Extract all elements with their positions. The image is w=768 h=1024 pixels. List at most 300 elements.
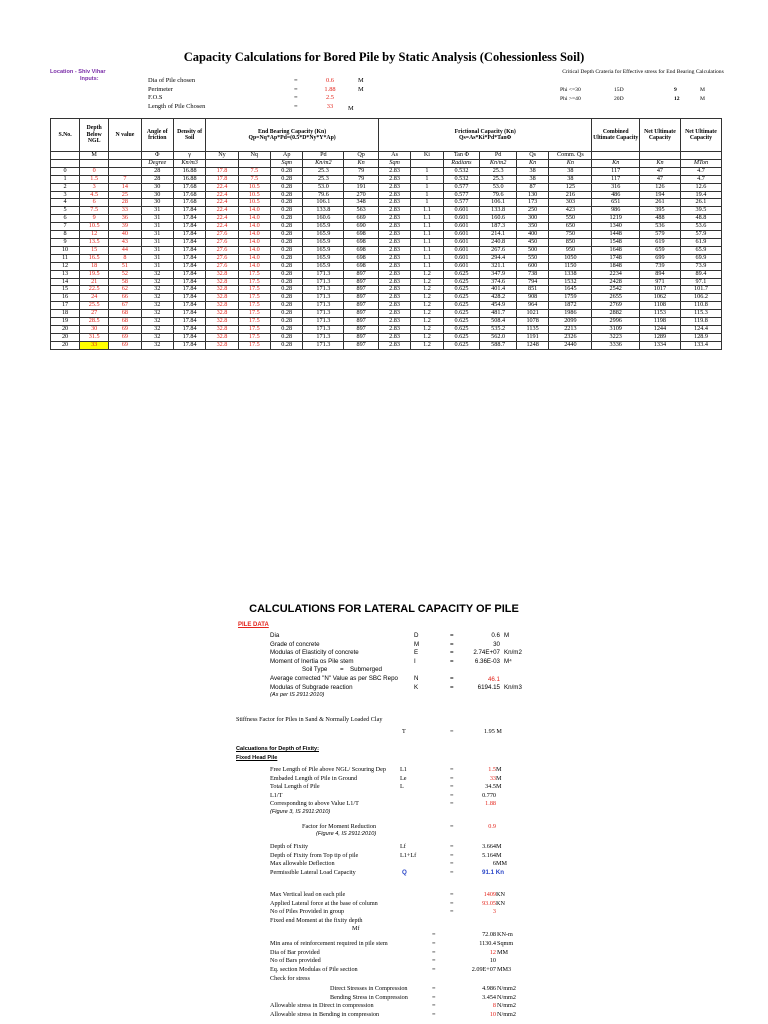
- table-cell: 1759: [549, 294, 592, 302]
- table-cell: 1108: [639, 302, 680, 310]
- table-cell: 0.625: [443, 302, 480, 310]
- reinforcement-value: 12: [489, 948, 496, 956]
- table-row: [51, 207, 722, 215]
- table-cell: 8: [109, 254, 141, 262]
- table-cell: 1289: [639, 333, 680, 341]
- table-cell: 214.1: [480, 231, 517, 239]
- table-cell: Φ: [141, 152, 173, 160]
- table-cell: 124.4: [680, 325, 721, 333]
- table-cell: 897: [344, 318, 379, 326]
- table-cell: 32.8: [206, 294, 238, 302]
- table-cell: 165.9: [303, 231, 344, 239]
- critical-depth-title: Critical Depth Crateria for Effective stress for End Bearing Calculations: [562, 69, 724, 75]
- fixity-equals: =: [450, 791, 454, 799]
- table-cell: 1062: [639, 294, 680, 302]
- table-row: [51, 278, 722, 286]
- critical-depth-unit: M: [700, 87, 705, 93]
- table-cell: 115.3: [680, 310, 721, 318]
- table-cell: 0.28: [271, 246, 303, 254]
- pile-data-label: Moment of Inertia os Pile stem: [270, 657, 354, 665]
- table-cell: [592, 152, 639, 160]
- fixed-end-label: Fixed end Moment at the fixity depth: [270, 917, 363, 924]
- table-cell: 1.1: [411, 262, 443, 270]
- table-cell: 216: [549, 191, 592, 199]
- table-cell: 36: [109, 215, 141, 223]
- table-cell: 0.577: [443, 183, 480, 191]
- fixity-title: Calcuations for Depth of Fixity:: [236, 746, 319, 752]
- reinforcement-value: 1130.4: [479, 940, 496, 947]
- table-cell: Ny: [206, 152, 238, 160]
- reinforcement-unit: Sqmm: [497, 940, 514, 947]
- table-cell: 3: [80, 183, 109, 191]
- table-cell: 0.601: [443, 223, 480, 231]
- table-cell: [109, 159, 141, 167]
- table-cell: 17.84: [173, 262, 205, 270]
- reinforcement-value: 10: [489, 957, 496, 965]
- table-cell: 851: [516, 286, 548, 294]
- table-cell: 908: [516, 294, 548, 302]
- table-cell: 165.9: [303, 246, 344, 254]
- table-cell: 374.6: [480, 278, 517, 286]
- table-cell: M: [80, 152, 109, 160]
- critical-depth-factor: 15D: [614, 87, 624, 93]
- pile-data-label: Modulas of Elasticity of concrete: [270, 649, 359, 657]
- table-cell: 1.1: [411, 254, 443, 262]
- table-cell: 5: [51, 207, 80, 215]
- table-cell: Qp: [344, 152, 379, 160]
- table-cell: 15: [80, 246, 109, 254]
- table-cell: 53.0: [303, 183, 344, 191]
- table-cell: 2542: [592, 286, 639, 294]
- table-cell: 160.6: [480, 215, 517, 223]
- critical-depth-value: 12: [674, 96, 680, 102]
- table-cell: 30: [141, 183, 173, 191]
- table-cell: 550: [549, 215, 592, 223]
- table-cell: 30: [141, 191, 173, 199]
- critical-depth-value: 9: [674, 87, 677, 93]
- modulus-value: 6194.15: [477, 683, 500, 691]
- permissible-label: Permissible Lateral Load Capacity: [270, 869, 356, 876]
- table-cell: Kn/m3: [173, 159, 205, 167]
- table-cell: 2.83: [378, 310, 410, 318]
- table-cell: 22.4: [206, 199, 238, 207]
- table-cell: 2.83: [378, 254, 410, 262]
- table-cell: 1: [51, 175, 80, 183]
- table-cell: 550: [516, 254, 548, 262]
- table-cell: 106.1: [303, 199, 344, 207]
- fixity-equals: =: [450, 774, 454, 782]
- table-cell: 2.83: [378, 294, 410, 302]
- table-cell: 17.5: [238, 333, 270, 341]
- input-unit: M: [348, 104, 354, 112]
- stress-unit: N/mm2: [497, 985, 516, 992]
- table-cell: 0.28: [271, 215, 303, 223]
- table-cell: 3: [51, 191, 80, 199]
- table-row: [51, 238, 722, 246]
- load-value: 93.05: [482, 899, 496, 907]
- table-cell: 17.84: [173, 231, 205, 239]
- table-cell: [51, 152, 80, 160]
- table-cell: 20: [51, 333, 80, 341]
- table-cell: Sqm: [378, 159, 410, 167]
- table-cell: 250: [516, 207, 548, 215]
- table-cell: 57.9: [680, 231, 721, 239]
- table-cell: 31.5: [80, 333, 109, 341]
- table-cell: 14.0: [238, 223, 270, 231]
- table-cell: [238, 159, 270, 167]
- table-cell: 698: [344, 238, 379, 246]
- table-cell: 17.84: [173, 341, 205, 349]
- table-cell: 3109: [592, 325, 639, 333]
- avg-n-label: Average corrected "N" Value as per SBC Repo: [270, 675, 398, 682]
- table-cell: 950: [549, 246, 592, 254]
- table-cell: 79.6: [303, 191, 344, 199]
- table-cell: 18: [80, 262, 109, 270]
- table-cell: 294.4: [480, 254, 517, 262]
- table-cell: 22.5: [80, 286, 109, 294]
- table-cell: 579: [639, 231, 680, 239]
- fixity-symbol: L: [400, 783, 404, 791]
- table-cell: 11: [51, 254, 80, 262]
- table-cell: 14: [51, 278, 80, 286]
- table-row: [51, 318, 722, 326]
- table-cell: 1153: [639, 310, 680, 318]
- table-cell: 0.601: [443, 254, 480, 262]
- table-cell: 17.84: [173, 294, 205, 302]
- fixity-value: 33: [489, 774, 496, 782]
- table-row: [51, 325, 722, 333]
- table-cell: 1017: [639, 286, 680, 294]
- table-cell: 110.8: [680, 302, 721, 310]
- table-cell: 0.28: [271, 167, 303, 175]
- input-label: F.O.S: [148, 94, 163, 101]
- table-cell: Pd: [480, 152, 517, 160]
- table-cell: 4.5: [80, 191, 109, 199]
- table-cell: 481.7: [480, 310, 517, 318]
- table-cell: 4.7: [680, 175, 721, 183]
- table-cell: 17.5: [238, 341, 270, 349]
- load-value: 3: [492, 908, 496, 916]
- moment-reduction-equals: =: [450, 823, 454, 830]
- fixity-symbol: Lf: [400, 843, 406, 850]
- table-cell: 2.83: [378, 191, 410, 199]
- stiffness-equals: =: [450, 728, 454, 735]
- table-cell: 4: [51, 199, 80, 207]
- pile-data-symbol: M: [414, 640, 420, 648]
- table-cell: 27.6: [206, 246, 238, 254]
- table-cell: 17.84: [173, 254, 205, 262]
- table-row: [51, 175, 722, 183]
- table-cell: 165.9: [303, 238, 344, 246]
- table-cell: Ki: [411, 152, 443, 160]
- table-cell: 17.5: [238, 294, 270, 302]
- table-cell: 10.5: [238, 183, 270, 191]
- table-cell: 17.8: [206, 167, 238, 175]
- table-cell: 22.4: [206, 207, 238, 215]
- table-cell: 7: [51, 223, 80, 231]
- table-cell: 22.4: [206, 191, 238, 199]
- table-cell: 600: [516, 262, 548, 270]
- table-cell: 47: [639, 167, 680, 175]
- reference-note: (Figure 3, IS 2911:2010): [270, 809, 331, 815]
- header-frictional: [378, 119, 592, 152]
- table-cell: 16.88: [173, 167, 205, 175]
- reinforcement-equals: =: [432, 965, 436, 973]
- table-cell: 33: [80, 341, 109, 349]
- load-unit: KN: [496, 891, 505, 898]
- table-cell: 171.3: [303, 310, 344, 318]
- table-cell: 27.6: [206, 262, 238, 270]
- table-cell: 19.5: [80, 270, 109, 278]
- table-cell: 26.1: [680, 199, 721, 207]
- table-cell: 1334: [639, 341, 680, 349]
- table-cell: 536: [639, 223, 680, 231]
- table-cell: 160.6: [303, 215, 344, 223]
- table-cell: 27.6: [206, 254, 238, 262]
- table-cell: 10: [51, 246, 80, 254]
- fixed-head-title: Fixed Head Pile: [236, 755, 278, 761]
- table-cell: [206, 159, 238, 167]
- table-cell: 3336: [592, 341, 639, 349]
- table-cell: [109, 167, 141, 175]
- reinforcement-label: Dia of Bar provided: [270, 948, 320, 956]
- table-row: [51, 199, 722, 207]
- table-cell: 68: [109, 310, 141, 318]
- table-cell: 1548: [592, 238, 639, 246]
- pile-data-label: Grade of concrete: [270, 640, 320, 648]
- table-cell: 563: [344, 207, 379, 215]
- table-cell: 31: [141, 223, 173, 231]
- table-cell: 300: [516, 215, 548, 223]
- table-row: [51, 191, 722, 199]
- table-cell: MTon: [680, 159, 721, 167]
- table-cell: 1340: [592, 223, 639, 231]
- table-cell: 1872: [549, 302, 592, 310]
- table-cell: 25.3: [480, 167, 517, 175]
- table-cell: 698: [344, 262, 379, 270]
- header-end-bearing: [206, 119, 379, 152]
- fixity-label: Corresponding to above Value L1/T: [270, 800, 359, 808]
- table-cell: 117: [592, 175, 639, 183]
- table-cell: 47: [639, 175, 680, 183]
- table-cell: 1338: [549, 270, 592, 278]
- table-row: [51, 270, 722, 278]
- table-cell: 9: [51, 238, 80, 246]
- table-cell: 350: [516, 223, 548, 231]
- stress-value: 4.986: [482, 985, 496, 992]
- table-cell: 270: [344, 191, 379, 199]
- table-cell: 32: [141, 302, 173, 310]
- fixity-unit: M: [496, 774, 502, 782]
- table-cell: 32: [141, 294, 173, 302]
- table-cell: 0.28: [271, 286, 303, 294]
- load-label: Applied Lateral force at the base of column: [270, 899, 378, 907]
- table-cell: 171.3: [303, 286, 344, 294]
- table-cell: 1532: [549, 278, 592, 286]
- table-cell: 22.4: [206, 183, 238, 191]
- table-cell: 1986: [549, 310, 592, 318]
- pile-data-symbol: I: [414, 657, 416, 665]
- table-cell: 500: [516, 246, 548, 254]
- table-cell: 0.601: [443, 238, 480, 246]
- table-cell: 261: [639, 199, 680, 207]
- table-cell: 738: [516, 270, 548, 278]
- table-cell: 1: [411, 183, 443, 191]
- fixity-unit: MM: [496, 860, 508, 868]
- table-cell: 12: [80, 231, 109, 239]
- table-cell: 31: [141, 238, 173, 246]
- table-cell: 14.0: [238, 215, 270, 223]
- table-cell: 32.8: [206, 318, 238, 326]
- table-cell: 73.9: [680, 262, 721, 270]
- fixity-value: 1.88: [485, 800, 496, 808]
- table-cell: 2213: [549, 325, 592, 333]
- table-cell: 619: [639, 238, 680, 246]
- table-cell: 22.4: [206, 215, 238, 223]
- table-cell: 17.84: [173, 278, 205, 286]
- table-cell: 31: [141, 231, 173, 239]
- stress-value: 3.454: [482, 993, 496, 1001]
- table-cell: 669: [344, 215, 379, 223]
- table-cell: 97.1: [680, 278, 721, 286]
- header-sno: S.No.: [51, 119, 80, 152]
- table-cell: 133.8: [480, 207, 517, 215]
- load-equals: =: [450, 899, 454, 907]
- table-row: [51, 310, 722, 318]
- table-cell: 17.68: [173, 191, 205, 199]
- table-cell: 2099: [549, 318, 592, 326]
- table-cell: 897: [344, 286, 379, 294]
- reinforcement-label: Min area of reinforcement required in pile stem: [270, 940, 388, 947]
- moment-reduction-label: Factor for Moment Reduction: [302, 823, 377, 830]
- input-value: 2.5: [326, 94, 334, 101]
- header-net-1: Net Ultimate Capacity: [639, 119, 680, 152]
- mf-value: 72.08: [482, 931, 496, 938]
- table-cell: 400: [516, 231, 548, 239]
- table-cell: 22.4: [206, 223, 238, 231]
- input-equals: =: [294, 102, 298, 110]
- table-cell: 7.5: [80, 207, 109, 215]
- table-cell: 32: [141, 310, 173, 318]
- table-cell: 794: [516, 278, 548, 286]
- table-cell: 0.28: [271, 175, 303, 183]
- stress-equals: =: [432, 993, 436, 1001]
- table-cell: 2.83: [378, 270, 410, 278]
- table-row: [51, 286, 722, 294]
- table-cell: 2.83: [378, 199, 410, 207]
- reference-note: (As per IS 2911:2010): [270, 691, 325, 698]
- table-cell: 17.84: [173, 286, 205, 294]
- critical-depth-unit: M: [700, 96, 705, 102]
- table-cell: 0.28: [271, 262, 303, 270]
- modulus-symbol: K: [414, 683, 419, 691]
- table-cell: 69: [109, 325, 141, 333]
- table-cell: 2234: [592, 270, 639, 278]
- stress-unit: N/mm2: [497, 993, 516, 1001]
- table-cell: 6: [51, 215, 80, 223]
- pile-data-symbol: E: [414, 649, 419, 657]
- table-row: [51, 262, 722, 270]
- table-cell: 2.83: [378, 183, 410, 191]
- table-cell: 2.83: [378, 325, 410, 333]
- fixity-equals: =: [450, 851, 454, 859]
- table-row: [51, 302, 722, 310]
- table-cell: 17.68: [173, 183, 205, 191]
- table-cell: 0.601: [443, 215, 480, 223]
- table-cell: 588.7: [480, 341, 517, 349]
- table-cell: 1244: [639, 325, 680, 333]
- table-cell: 68: [109, 318, 141, 326]
- table-cell: 17.84: [173, 223, 205, 231]
- table-cell: 62: [109, 286, 141, 294]
- table-cell: 89.4: [680, 270, 721, 278]
- table-cell: 17.5: [238, 286, 270, 294]
- table-cell: Degree: [141, 159, 173, 167]
- table-cell: 65.9: [680, 246, 721, 254]
- table-cell: 32: [141, 286, 173, 294]
- table-cell: 3223: [592, 333, 639, 341]
- table-cell: 897: [344, 325, 379, 333]
- table-cell: 171.3: [303, 341, 344, 349]
- reinforcement-equals: =: [432, 957, 436, 965]
- table-cell: 1.1: [411, 223, 443, 231]
- table-cell: 14.0: [238, 246, 270, 254]
- table-cell: 1: [411, 167, 443, 175]
- critical-phi: Phi >=40: [560, 96, 581, 102]
- input-label: Length of Pile Chosen: [148, 102, 206, 110]
- table-cell: 25.3: [480, 175, 517, 183]
- table-cell: 1.1: [411, 207, 443, 215]
- table-cell: 1198: [639, 318, 680, 326]
- table-row: [51, 341, 722, 349]
- pile-data-equals: =: [450, 640, 454, 648]
- header-net-2: Net Ultimate Capacity: [680, 119, 721, 152]
- table-cell: 12.6: [680, 183, 721, 191]
- fixity-label: Total Length of Pile: [270, 783, 320, 791]
- table-cell: 38: [549, 167, 592, 175]
- table-cell: 87: [516, 183, 548, 191]
- reference-note: (Figure 4, IS 2911:2010): [316, 831, 377, 837]
- table-cell: 1.1: [411, 238, 443, 246]
- modulus-equals: =: [450, 683, 454, 691]
- fixity-equals: =: [450, 800, 454, 808]
- table-cell: 0.532: [443, 167, 480, 175]
- pile-data-equals: =: [450, 632, 454, 639]
- table-cell: 171.3: [303, 270, 344, 278]
- table-cell: 0.28: [271, 183, 303, 191]
- table-cell: 0.625: [443, 286, 480, 294]
- table-cell: 79.6: [480, 191, 517, 199]
- table-cell: 32.8: [206, 286, 238, 294]
- table-cell: 2326: [549, 333, 592, 341]
- table-cell: 117: [592, 167, 639, 175]
- fixity-label: Embaded Length of Pile in Ground: [270, 774, 358, 782]
- page-title: Capacity Calculations for Bored Pile by Static Analysis (Cohessionless Soil): [183, 50, 585, 64]
- table-cell: 18: [51, 310, 80, 318]
- fixity-value: 0.770: [482, 791, 496, 799]
- table-cell: 0.28: [271, 199, 303, 207]
- fixity-value: 6: [492, 860, 496, 868]
- table-cell: 27.6: [206, 238, 238, 246]
- table-cell: 48.8: [680, 215, 721, 223]
- stiffness-value: 1.95 M: [484, 728, 502, 735]
- table-cell: 69: [109, 333, 141, 341]
- table-cell: 1.2: [411, 278, 443, 286]
- table-cell: 2.83: [378, 175, 410, 183]
- fixity-symbol: L1: [400, 766, 407, 773]
- table-cell: 171.3: [303, 294, 344, 302]
- table-cell: 194: [639, 191, 680, 199]
